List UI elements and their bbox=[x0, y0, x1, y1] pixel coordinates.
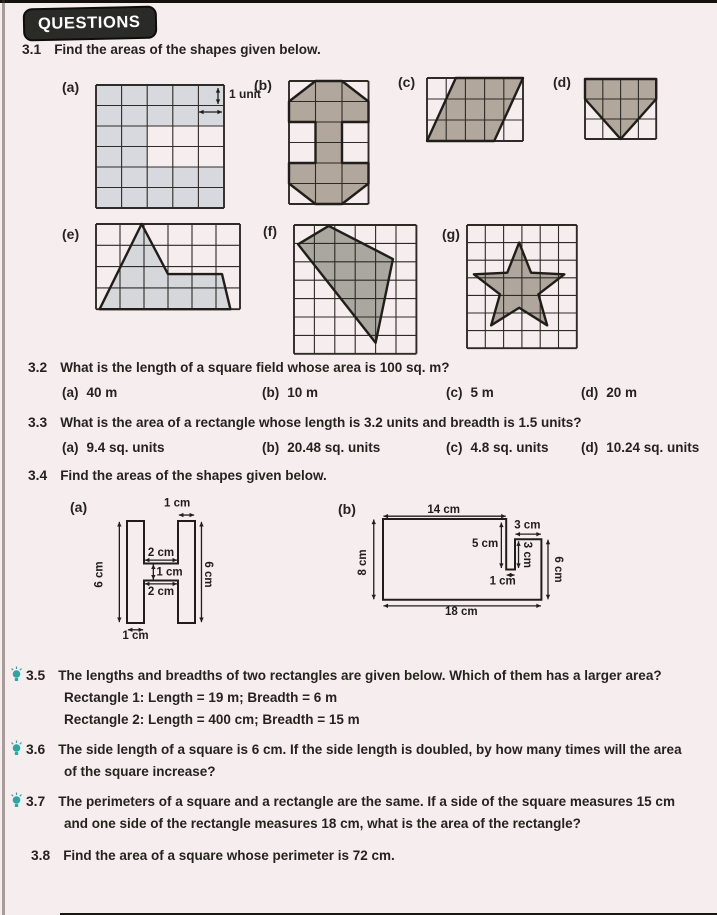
grid-figure-e bbox=[93, 221, 243, 312]
page-left-edge bbox=[2, 0, 5, 915]
question-text: The perimeters of a square and a rectangle are the same. If a side of the square measures 15 cm bbox=[58, 794, 675, 809]
figure-f-label: (f) bbox=[263, 223, 277, 239]
question-3-8 bbox=[31, 847, 395, 865]
grid-figure-c bbox=[424, 75, 526, 144]
figure-34b-label: (b) bbox=[338, 501, 356, 517]
figure-b-label: (b) bbox=[254, 77, 272, 93]
dimension-label: 1 cm bbox=[489, 575, 516, 588]
dimension-label: 1 cm bbox=[164, 497, 191, 510]
question-number: 3.6 bbox=[26, 742, 46, 757]
option-text: 4.8 sq. units bbox=[470, 440, 549, 455]
questions-badge: QUESTIONS bbox=[23, 6, 157, 42]
option-text: 40 m bbox=[86, 385, 118, 400]
dimension-label: 1 cm bbox=[156, 566, 183, 579]
option-a bbox=[62, 385, 117, 400]
question-text: What is the area of a rectangle whose length is 3.2 units and breadth is 1.5 units? bbox=[60, 415, 582, 430]
option-b bbox=[262, 385, 318, 400]
option-text: 9.4 sq. units bbox=[86, 440, 165, 455]
bulb-icon bbox=[9, 666, 24, 684]
grid-figure-b bbox=[286, 78, 372, 207]
option-key: (a) bbox=[62, 440, 79, 455]
question-3-7 bbox=[26, 793, 675, 811]
grid-figure-a bbox=[93, 82, 227, 211]
dim-figure-34a bbox=[90, 495, 245, 657]
option-c bbox=[446, 385, 494, 400]
dimension-label: 8 cm bbox=[356, 549, 369, 576]
option-text: 10.24 sq. units bbox=[606, 440, 700, 455]
question-3-6-line2: of the square increase? bbox=[64, 764, 216, 779]
dimension-label: 2 cm bbox=[147, 546, 175, 559]
option-key: (c) bbox=[446, 385, 463, 400]
figure-d-label: (d) bbox=[553, 74, 571, 90]
question-3-6 bbox=[26, 741, 682, 759]
option-d bbox=[581, 440, 699, 455]
dimension-label: 2 cm bbox=[147, 585, 175, 598]
question-number: 3.5 bbox=[26, 668, 46, 683]
figure-a-label: (a) bbox=[62, 79, 80, 95]
dimension-label: 18 cm bbox=[445, 605, 478, 618]
option-key: (b) bbox=[262, 385, 280, 400]
grid-figure-d bbox=[582, 76, 659, 142]
option-text: 5 m bbox=[470, 385, 494, 400]
figure-c-label: (c) bbox=[398, 74, 416, 90]
dimension-label: 6 cm bbox=[552, 556, 565, 583]
question-number: 3.1 bbox=[22, 42, 42, 57]
question-number: 3.2 bbox=[28, 360, 48, 375]
question-text: Find the areas of the shapes given below. bbox=[60, 468, 327, 483]
option-b bbox=[262, 440, 380, 455]
dimension-label: 6 cm bbox=[93, 561, 106, 588]
grid-figure-f bbox=[291, 222, 419, 357]
bulb-icon bbox=[9, 740, 24, 758]
option-text: 20.48 sq. units bbox=[287, 440, 381, 455]
dimension-label: 3 cm bbox=[520, 541, 533, 568]
option-text: 10 m bbox=[287, 385, 319, 400]
figure-e-label: (e) bbox=[62, 226, 80, 242]
question-number: 3.4 bbox=[28, 468, 48, 483]
question-3-5 bbox=[26, 667, 662, 685]
dimension-label: 14 cm bbox=[427, 503, 461, 516]
question-text: The lengths and breadths of two rectangles are given below. Which of them has a larger area? bbox=[58, 668, 662, 683]
question-3-3 bbox=[28, 414, 582, 432]
dimension-label: 6 cm bbox=[202, 561, 215, 588]
question-3-5-line3: Rectangle 2: Length = 400 cm; Breadth = 15 m bbox=[64, 712, 360, 727]
option-key: (a) bbox=[62, 385, 79, 400]
option-text: 20 m bbox=[606, 385, 638, 400]
question-text: Find the area of a square whose perimeter is 72 cm. bbox=[63, 848, 395, 863]
question-number: 3.8 bbox=[31, 848, 51, 863]
question-3-5-line2: Rectangle 1: Length = 19 m; Breadth = 6 m bbox=[64, 690, 338, 705]
option-key: (d) bbox=[581, 385, 599, 400]
bulb-icon bbox=[9, 792, 24, 810]
question-text: The side length of a square is 6 cm. If the side length is doubled, by how many times will the area bbox=[58, 742, 682, 757]
question-3-2 bbox=[28, 359, 450, 377]
option-key: (b) bbox=[262, 440, 280, 455]
option-key: (c) bbox=[446, 440, 463, 455]
grid-figure-g bbox=[464, 222, 580, 351]
question-text: Find the areas of the shapes given below. bbox=[54, 42, 321, 57]
option-d bbox=[581, 385, 637, 400]
dimension-label: 3 cm bbox=[514, 519, 541, 532]
option-a bbox=[62, 440, 165, 455]
dimension-label: 1 cm bbox=[122, 630, 149, 643]
question-3-7-line2: and one side of the rectangle measures 18 cm, what is the area of the rectangle? bbox=[64, 816, 581, 831]
page-top-edge bbox=[0, 0, 717, 3]
dimension-label: 5 cm bbox=[471, 537, 499, 550]
question-3-1 bbox=[22, 41, 321, 59]
question-number: 3.3 bbox=[28, 415, 48, 430]
question-text: What is the length of a square field whose area is 100 sq. m? bbox=[60, 360, 450, 375]
option-key: (d) bbox=[581, 440, 599, 455]
unit-label: 1 unit bbox=[229, 87, 261, 101]
dim-figure-34b bbox=[350, 496, 615, 623]
question-3-4 bbox=[28, 467, 327, 485]
figure-g-label: (g) bbox=[442, 226, 460, 242]
option-c bbox=[446, 440, 549, 455]
question-number: 3.7 bbox=[26, 794, 46, 809]
figure-34a-label: (a) bbox=[70, 499, 88, 515]
